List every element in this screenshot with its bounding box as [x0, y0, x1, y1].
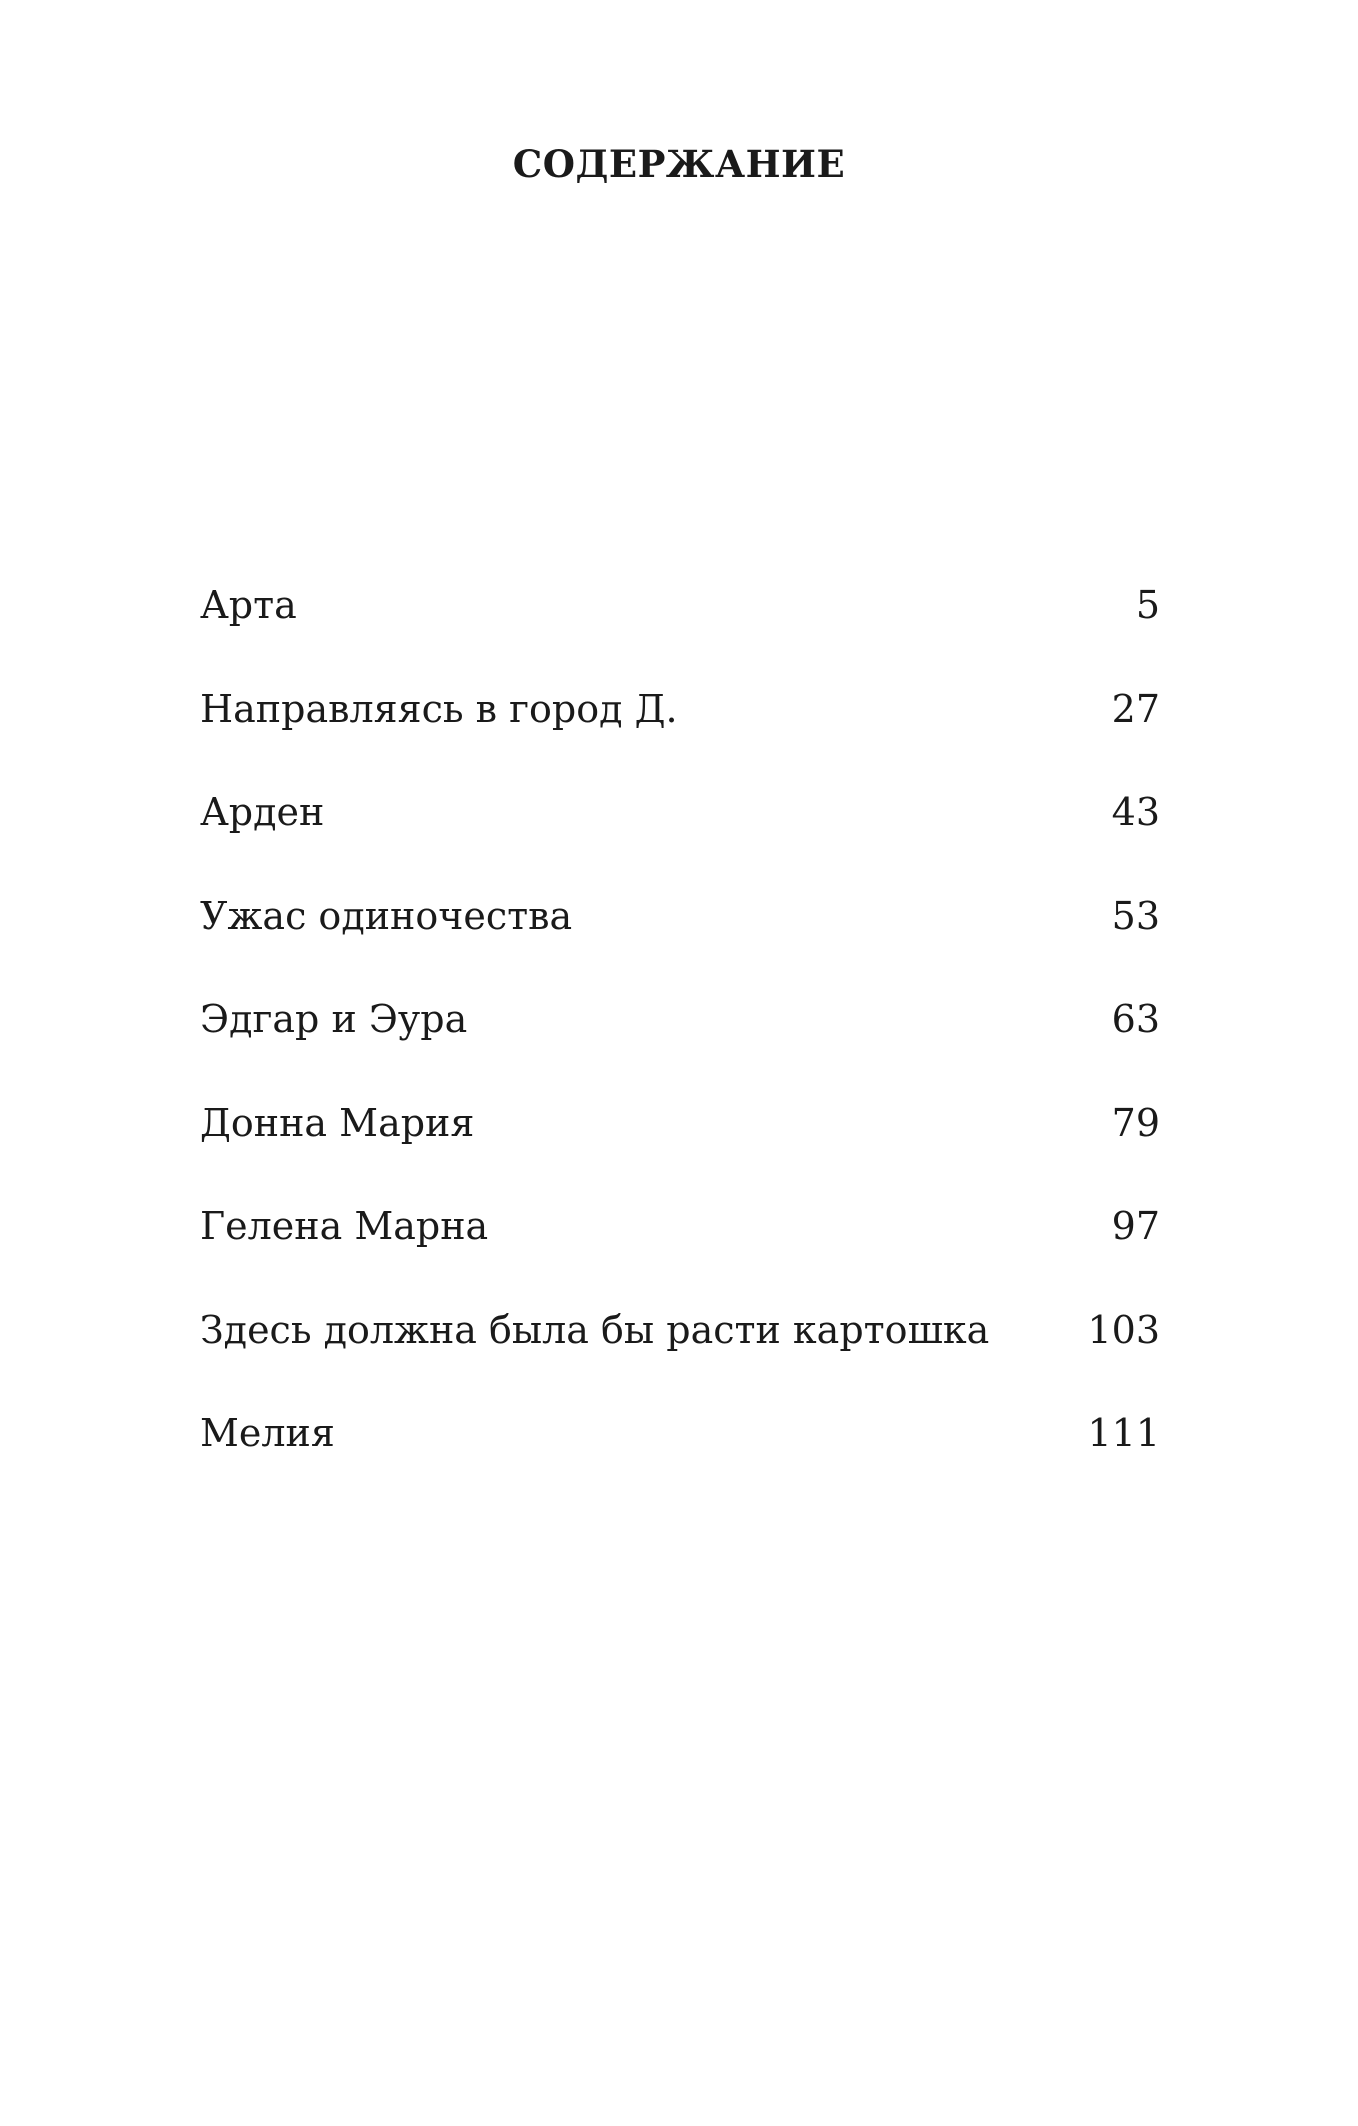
toc-entry[interactable] [200, 1199, 1160, 1303]
toc-entry[interactable] [200, 992, 1160, 1096]
toc-entry-page: 97 [1111, 1204, 1160, 1248]
toc-entry[interactable] [200, 1096, 1160, 1200]
page-title: СОДЕРЖАНИЕ [512, 142, 846, 186]
toc-entry[interactable] [200, 578, 1160, 682]
toc-entry[interactable] [200, 1406, 1160, 1510]
toc-entry-title: Донна Мария [200, 1100, 475, 1145]
toc-entry-page: 103 [1087, 1307, 1160, 1352]
toc-entry-title: Направляясь в город Д. [200, 686, 678, 731]
toc-entry-page: 5 [1135, 583, 1160, 627]
toc-entry-title: Ужас одиночества [200, 893, 573, 938]
toc-entry-title: Арден [200, 790, 325, 834]
toc-entry[interactable] [200, 785, 1160, 889]
toc-entry-page: 27 [1111, 686, 1160, 731]
table-of-contents [200, 578, 1160, 1510]
toc-entry-page: 111 [1087, 1411, 1160, 1455]
toc-entry-page: 43 [1111, 790, 1160, 834]
toc-entry-page: 53 [1111, 893, 1160, 938]
toc-entry[interactable] [200, 889, 1160, 993]
toc-entry[interactable] [200, 1303, 1160, 1407]
toc-entry-title: Мелия [200, 1411, 335, 1455]
toc-entry-page: 79 [1111, 1100, 1160, 1145]
toc-entry-title: Арта [200, 583, 297, 627]
toc-entry-title: Эдгар и Эура [200, 997, 468, 1041]
toc-entry-title: Здесь должна была бы расти картошка [200, 1307, 990, 1352]
toc-entry-page: 63 [1111, 997, 1160, 1041]
toc-entry[interactable] [200, 682, 1160, 786]
toc-entry-title: Гелена Марна [200, 1204, 489, 1248]
